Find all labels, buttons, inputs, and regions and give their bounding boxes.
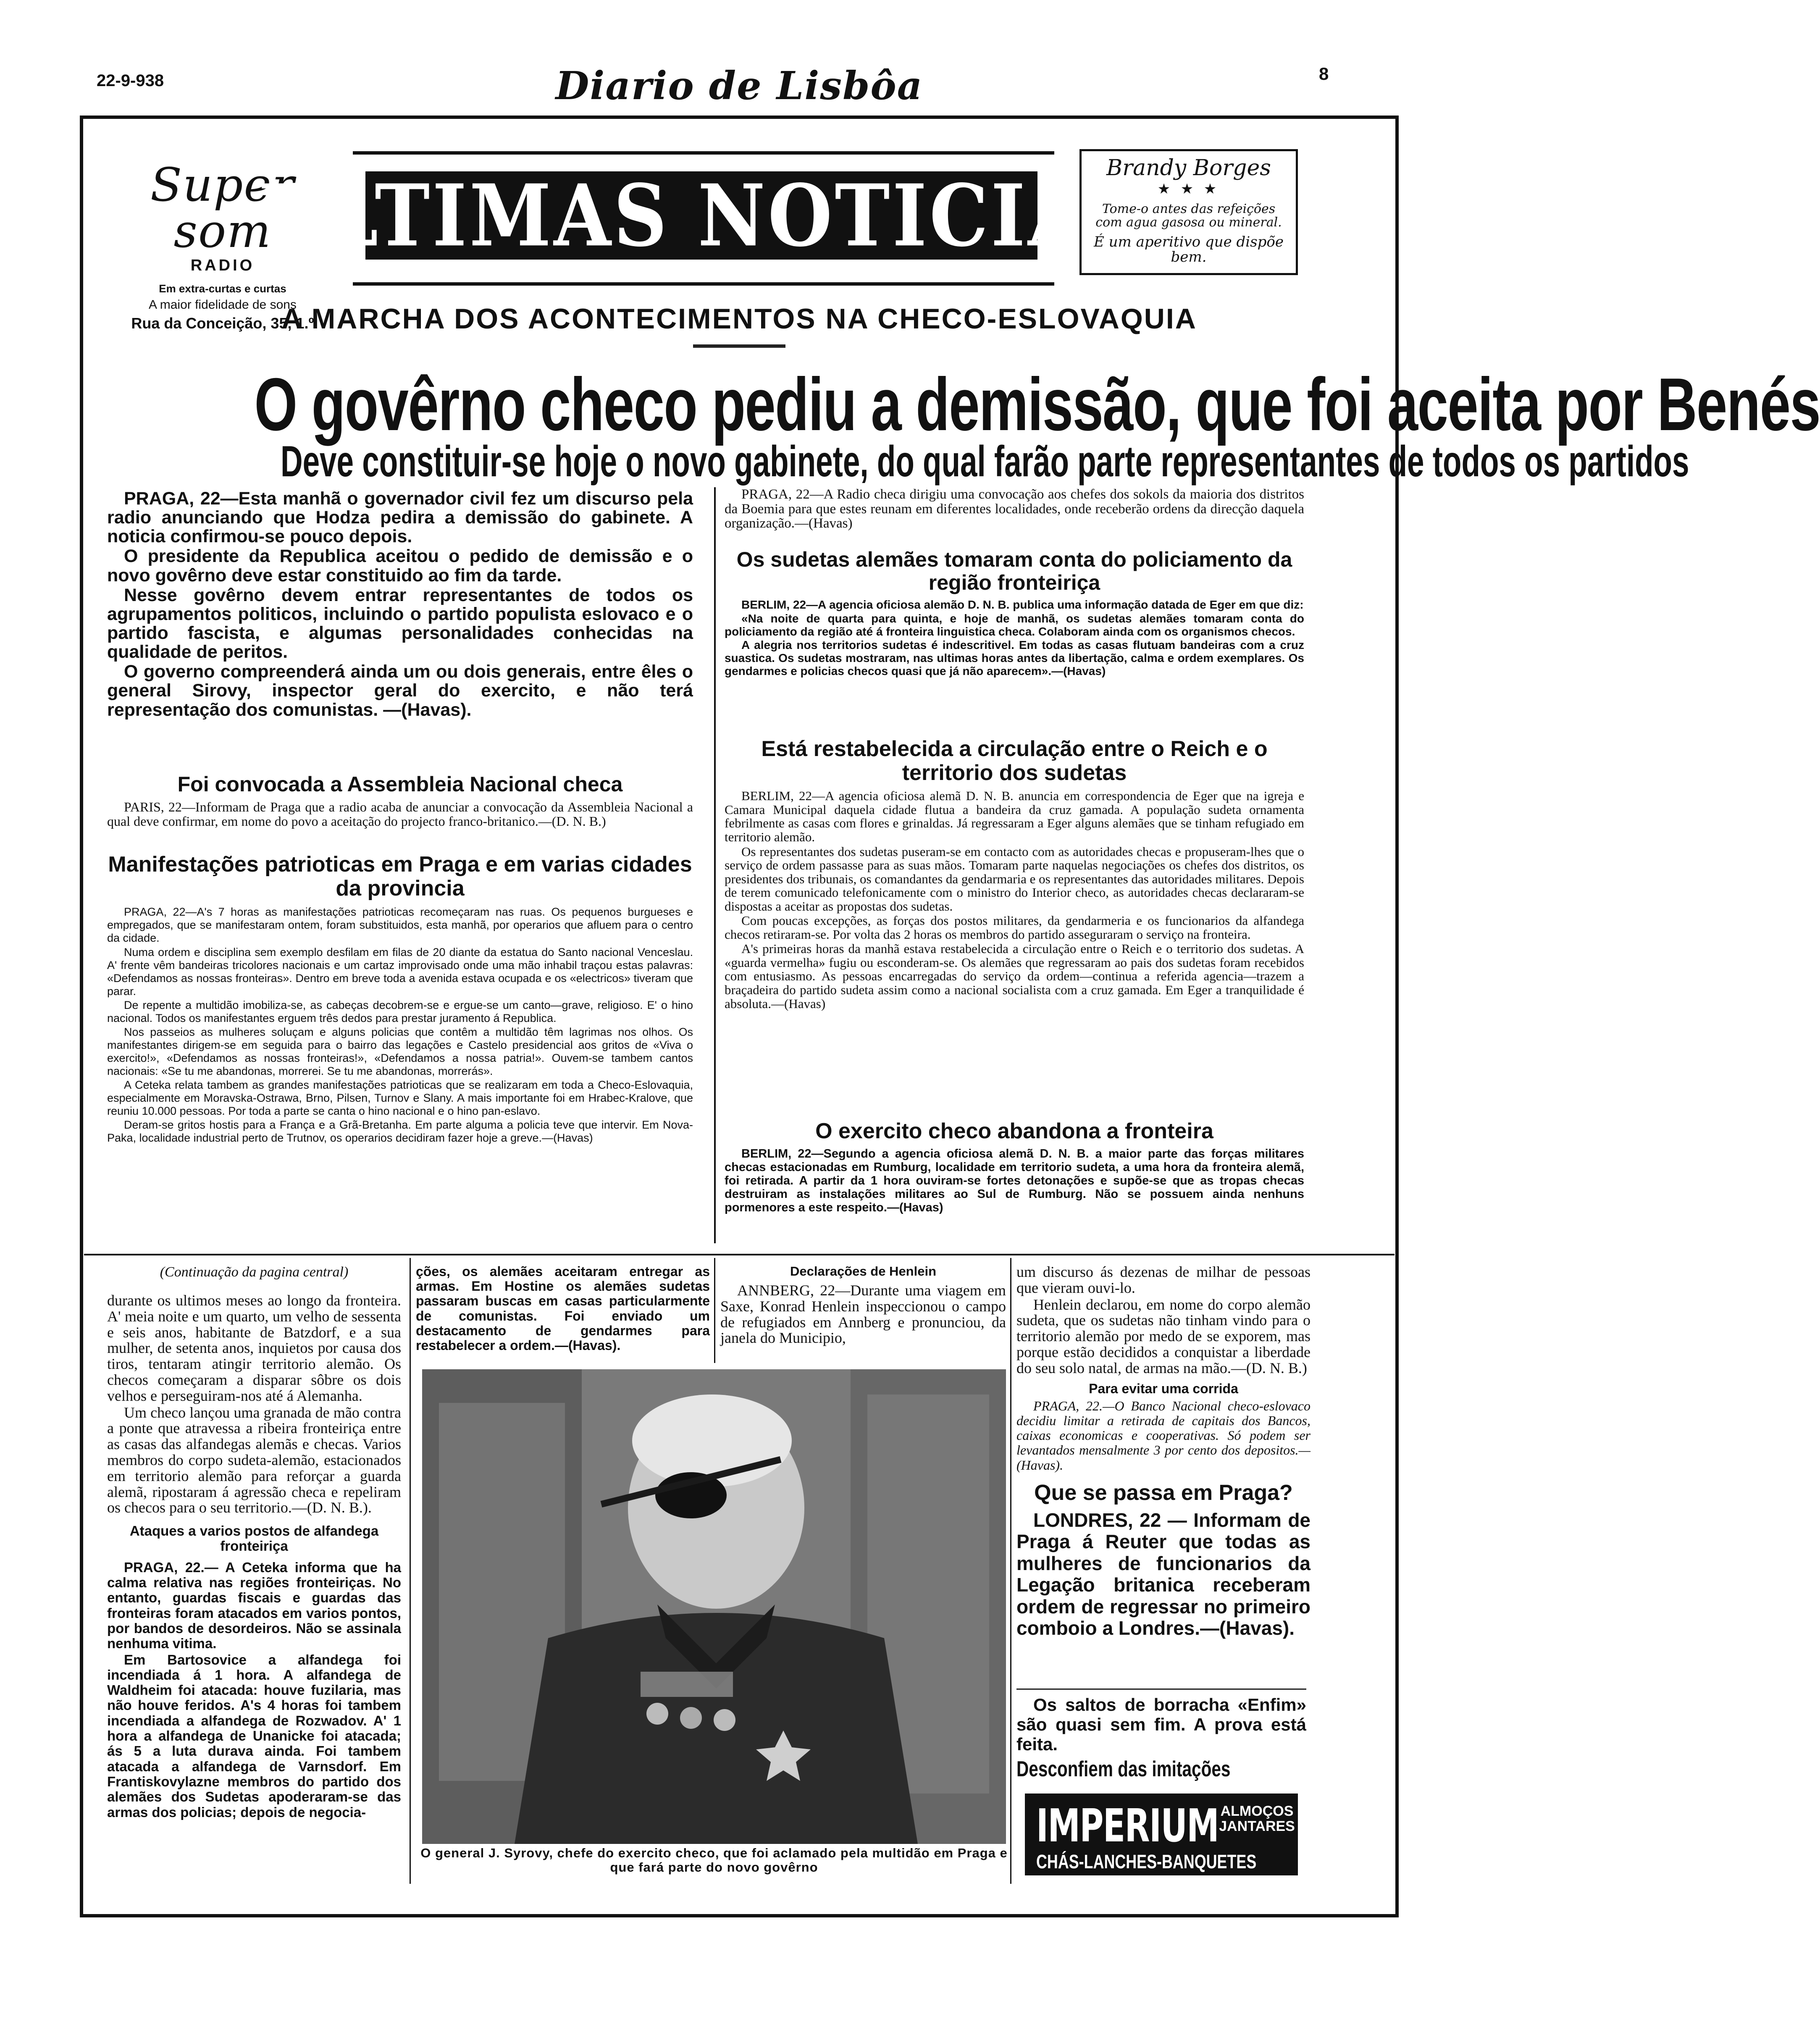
circulacao-paragraph: Com poucas excepções, as forças dos postos militares, da gendarmeria e os funcionarios da alfandega checos retiraram-se. Por volta das 2 horas os membros do partido asseguraram o serviço na fronteira. <box>725 913 1304 942</box>
praga-title: Que se passa em Praga? <box>1034 1480 1293 1505</box>
banner-text: ULTIMAS NOTICIAS <box>259 165 1144 266</box>
manifestacoes-paragraph: PRAGA, 22—A's 7 horas as manifestações patrioticas recomeçaram nas ruas. Os pequenos burgueses e empregados, que se manifestaram ontem, foram substituidos, esta manhã, por operarios que afluem para o centro da cidade. <box>107 906 693 945</box>
sudetas-paragraph: A alegria nos territorios sudetas é indescritivel. Em todas as casas flutuam bandeiras com a cruz suastica. Os sudetas mostraram, nas ultimas horas antes da libertação, calma e ordem exemplares. Os gendarmes e policias checos quasi que já não aparecem».—(Havas) <box>725 638 1304 677</box>
column-divider <box>410 1258 411 1884</box>
column-divider <box>714 1258 715 1363</box>
manifestacoes-paragraph: Numa ordem e disciplina sem exemplo desfilam em filas de 20 diante da estatua do Santo nacional Venceslau. A' frente vêm bandeiras tricolores nacionais e um cartaz improvisado onde uma mão inhabil traçou estas palavras: «Defendamos as nossas fronteiras». Dentro em breve toda a avenida estava ocupada e os «electricos» tiveram que parar. <box>107 945 693 998</box>
desconfiem-text: Desconfiem das imitações <box>1016 1757 1231 1782</box>
brandy-line1: Tome-o antes das refeições com agua gasosa ou mineral. <box>1095 202 1282 230</box>
ataques-title: Ataques a varios postos de alfandega fronteiriça <box>129 1523 379 1554</box>
banner-box <box>259 165 1144 266</box>
sudetas-article <box>718 548 1311 679</box>
sudetas-paragraph: BERLIM, 22—A agencia oficiosa alemão D. N. B. publica uma informação datada de Eger em que diz: <box>741 598 1304 611</box>
exercito-article <box>718 1119 1311 1216</box>
section-rule <box>84 1254 1395 1255</box>
lead-paragraph: Nesse govêrno devem entrar representantes de todos os agrupamentos politicos, incluindo o partido populista eslovaco e o partido fascista, e algumas personalidades conhecidas na qualidade de peritos. <box>107 585 693 662</box>
sokols-article <box>725 487 1304 532</box>
imperium-ad <box>1025 1794 1298 1875</box>
star-icon: ★ ★ ★ <box>1157 181 1220 197</box>
syrovy-photo <box>422 1369 1006 1844</box>
lead-paragraph: O presidente da Republica aceitou o pedido de demissão e o novo govêrno deve estar constituido ao fim da tarde. <box>107 546 693 586</box>
henlein-body-3: Henlein declarou, em nome do corpo alemão sudeta, que os sudetas não tinham vindo para o territorio alemão por medo de se exporem, mas porque estão decididos a conquistar a liberdade do seu solo natal, de armas na mão.—(D. N. B.) <box>1016 1296 1311 1376</box>
exercito-title: O exercito checo abandona a fronteira <box>815 1119 1213 1143</box>
imperium-right: ALMOÇOS JANTARES <box>1219 1803 1295 1834</box>
henlein-continued <box>1016 1264 1311 1640</box>
continuacao-paragraph: durante os ultimos meses ao longo da fronteira. A' meia noite e um quarto, um velho de sessenta e seis anos, habitante de Batzdorf, e a sua mulher, de setenta anos, inquietos por causa dos tiros, tentaram atingir territorio alemão. Os checos começaram a disparar sôbre os dois velhos e perseguiram-nos até á Alemanha. <box>107 1292 401 1404</box>
supersom-type: RADIO <box>190 257 255 274</box>
sudetas-paragraph: «Na noite de quarta para quinta, e hoje de manhã, os sudetas alemães tomaram conta do policiamento da região até á fronteira linguistica checa. Colaboram ainda com os organismos checos. <box>725 612 1304 638</box>
henlein-body: ANNBERG, 22—Durante uma viagem em Saxe, Konrad Henlein inspeccionou o campo de refugiados em Annberg e pronunciou, da janela do Municipio, <box>720 1282 1006 1347</box>
continuacao-article <box>107 1264 401 1821</box>
ataques-paragraph: Em Bartosovice a alfandega foi incendiada á 1 hora. A alfandega de Waldheim foi atacada: houve fuzilaria, mas não houve feridos. A's 4 horas foi tambem incendiada a alfandega de Rozwadov. A' 1 hora a alfandega de Unanicke foi atacada; ás 5 a luta durava ainda. Foi tambem atacada a alfandega de Varnsdorf. Em Frantiskovylazne membros do partido dos alemães dos Sudetas apoderaram-se das armas dos policias; depois de negocia- <box>107 1652 401 1820</box>
ataques-paragraph: PRAGA, 22.— A Ceteka informa que ha calma relativa nas regiões fronteiriças. No entanto, guardas fiscais e guardas das fronteiras foram atacados em varios pontos, por bandos de desordeiros. Não se assinala nenhuma vitima. <box>107 1559 401 1652</box>
henlein-article <box>720 1264 1006 1347</box>
saltos-text: Os saltos de borracha «Enfim» são quasi sem fim. A prova está feita. <box>1016 1695 1306 1754</box>
masthead: Diario de Lisbôa <box>555 63 923 108</box>
circulacao-title: Está restabelecida a circulação entre o Reich e o territorio dos sudetas <box>761 737 1268 785</box>
supersom-address: Rua da Conceição, 35, 1.º <box>131 315 314 332</box>
corrida-title: Para evitar uma corrida <box>1089 1381 1238 1396</box>
circulacao-paragraph: Os representantes dos sudetas puseram-se em contacto com as autoridades checas e propuseram-lhes que o serviço de ordem passasse para as suas mãos. Tomaram parte naquelas negociações os chefes dos distritos, os presidentes dos tribunais, os comandantes da gendarmaria e os representantes das autoridades militares. Depois de terem comunicado telefonicamente com o ministro do Interior checo, as autoridades checas declararam-se dispostas a aceitar as propostas dos sudetas. <box>725 844 1304 914</box>
manifestacoes-title: Manifestações patrioticas em Praga e em varias cidades da provincia <box>108 852 692 901</box>
kicker: A MARCHA DOS ACONTECIMENTOS NA CHECO-ESLOVAQUIA <box>281 303 1197 335</box>
brandy-brand: Brandy Borges <box>1106 155 1271 181</box>
circulacao-paragraph: BERLIM, 22—A agencia oficiosa alemã D. N. B. anuncia em correspondencia de Eger que na igreja e Camara Municipal daquela cidade flutua a bandeira da cruz gamada. A população sudeta ornamenta febrilmente as casas com flores e grinaldas. Já regressaram a Eger alguns alemães que se tinham refugiado em territorio alemão. <box>725 788 1304 845</box>
column-divider <box>714 487 716 1243</box>
main-headline: O govêrno checo pediu a demissão, que foi aceita por Benés <box>254 362 1820 446</box>
manifestacoes-paragraph: A Ceteka relata tambem as grandes manifestações patrioticas que se realizaram em toda a Checo-Eslovaquia, especialmente em Moravska-Ostrawa, Brno, Pilsen, Turnov e Slany. A mais importante foi em Hrabec-Kralove, que reuniu 10.000 pessoas. Por toda a parte se canta o hino nacional e o hino pan-eslavo. <box>107 1078 693 1118</box>
manifestacoes-paragraph: Nos passeios as mulheres soluçam e alguns policias que contêm a multidão têm lagrimas nos olhos. Os manifestantes dirigem-se em seguida para o bairro das legações e Castelo presidencial aos gritos de «Viva o exercito!», «Defendamos as nossas fronteiras!», «Defendamos a nossa patria!». Ouvem-se tambem cantos nacionais: «Se tu me abandonas, morrerei. Se tu me abandonas, morrerás». <box>107 1025 693 1077</box>
assembleia-article <box>107 773 693 829</box>
manifestacoes-paragraph: Deram-se gritos hostis para a França e a Grã-Bretanha. Em parte alguma a policia teve que intervir. Em Nova-Paka, localidade industrial perto de Trutnov, os operarios decidiram fazer hoje a greve.—(Havas) <box>107 1119 693 1145</box>
sudetas-title: Os sudetas alemães tomaram conta do policiamento da região fronteiriça <box>736 548 1292 594</box>
corrida-body: PRAGA, 22.—O Banco Nacional checo-eslovaco decidiu limitar a retirada de capitais dos Bancos, caixas economicas e cooperativas. Só podem ser levantados mensalmente 3 por cento dos depositos.—(Havas). <box>1016 1398 1311 1473</box>
exercito-body: BERLIM, 22—Segundo a agencia oficiosa alemã D. N. B. a maior parte das forças militares checas estacionadas em Rumburg, localidade em territorio sudeta, a uma hora da fronteira alemã, foi retirada. A partir da 1 hora ouviram-se fortes detonações e supõe-se que as tropas checas destruiram as instalações militares ao Sul de Rumburg. Não se possuem ainda nenhuns pormenores a este respeito.—(Havas) <box>725 1147 1304 1214</box>
continuacao-2-body: ções, os alemães aceitaram entregar as armas. Em Hostine os alemães sudetas passaram buscas em casas particularmente de comunistas. Foi enviado um destacamento de gendarmes para restabelecer a ordem.—(Havas). <box>416 1264 710 1353</box>
henlein-body-2: um discurso ás dezenas de milhar de pessoas que vieram ouvi-lo. <box>1016 1263 1311 1296</box>
brandy-line2: É um aperitivo que dispõe bem. <box>1094 234 1284 265</box>
assembleia-body: PARIS, 22—Informam de Praga que a radio acaba de anunciar a convocação da Assembleia Nacional a qual deve confirmar, em nome do povo a aceitação do projecto franco-britanico.—(D. N. B.) <box>107 799 693 829</box>
lead-paragraph: PRAGA, 22—Esta manhã o governador civil fez um discurso pela radio anunciando que Hodza pedira a demissão do gabinete. A noticia confirmou-se pouco depois. <box>107 488 693 547</box>
kicker-rule <box>693 344 785 348</box>
brandy-borges-ad <box>1079 149 1298 275</box>
assembleia-title: Foi convocada a Assembleia Nacional checa <box>177 772 623 796</box>
continuacao-paragraph: Um checo lançou uma granada de mão contra a ponte que atravessa a ribeira fronteiriça entre as casas das alfandegas alemãs e checas. Varios membros do corpo sudeta-alemão, estacionados em territorio alemão para reforçar a guarda alemã, ripostaram á agressão checa e repeliram os checos para o seu territorio.—(D. N. B.). <box>107 1404 401 1516</box>
supersom-brand: Super som <box>150 158 295 258</box>
continuacao-2 <box>416 1264 710 1354</box>
saltos-ad <box>1016 1695 1306 1782</box>
imperium-bottom: CHÁS-LANCHES-BANQUETES <box>1036 1851 1257 1872</box>
subheadline: Deve constituir-se hoje o novo gabinete, do qual farão parte representantes de todos os partidos <box>281 437 1689 486</box>
page-number: 8 <box>1319 64 1329 84</box>
supersom-line1: Em extra-curtas e curtas <box>159 282 286 295</box>
praga-body: LONDRES, 22 — Informam de Praga á Reuter que todas as mulheres de funcionarios da Legação britanica receberam ordem de regressar no primeiro comboio a Londres.—(Havas). <box>1016 1509 1311 1639</box>
imperium-name: IMPERIUM <box>1036 1800 1219 1852</box>
ad-rule <box>1016 1688 1306 1690</box>
sokols-body: PRAGA, 22—A Radio checa dirigiu uma convocação aos chefes dos sokols da maioria dos distritos da Boemia para que estes reunam em diferentes localidades, onde receberão ordens da direcção daquela organização.—(Havas) <box>725 487 1304 531</box>
photo-caption: O general J. Syrovy, chefe do exercito checo, que foi aclamado pela multidão em Praga e que fará parte do novo govêrno <box>420 1846 1008 1875</box>
manifestacoes-article <box>107 853 693 1145</box>
portrait-icon <box>422 1369 1006 1844</box>
ultimas-noticias-banner <box>259 151 1144 286</box>
circulacao-paragraph: A's primeiras horas da manhã estava restabelecida a circulação entre o Reich e o territorio dos sudetas. A «guarda vermelha» fugiu ou esconderam-se. Os alemães que regressaram ao pais dos sudetas foram recebidos com entusiasmo. As pessoas encarregadas do serviço da ordem—continua a referida agencia—trazem a braçadeira do partido sudeta assim como a nacional socialista com a cruz gamada. Em Eger a tranquilidade é absoluta.—(Havas) <box>725 941 1304 1011</box>
supersom-line2: A maior fidelidade de sons <box>149 298 297 312</box>
issue-date: 22-9-938 <box>97 71 164 90</box>
henlein-title: Declarações de Henlein <box>790 1264 937 1279</box>
lead-paragraph: O governo compreenderá ainda um ou dois generais, entre êles o general Sirovy, inspector geral do exercito, e não terá representação dos comunistas. —(Havas). <box>107 662 693 720</box>
lead-article <box>107 489 693 720</box>
manifestacoes-paragraph: De repente a multidão imobiliza-se, as cabeças decobrem-se e ergue-se um canto—grave, religioso. E' o hino nacional. Todos os manifestantes erguem três dedos para prestar juramento á Republica. <box>107 998 693 1024</box>
continuacao-title: (Continuação da pagina central) <box>160 1264 349 1280</box>
column-divider <box>1010 1258 1011 1884</box>
circulacao-article <box>718 737 1311 1011</box>
